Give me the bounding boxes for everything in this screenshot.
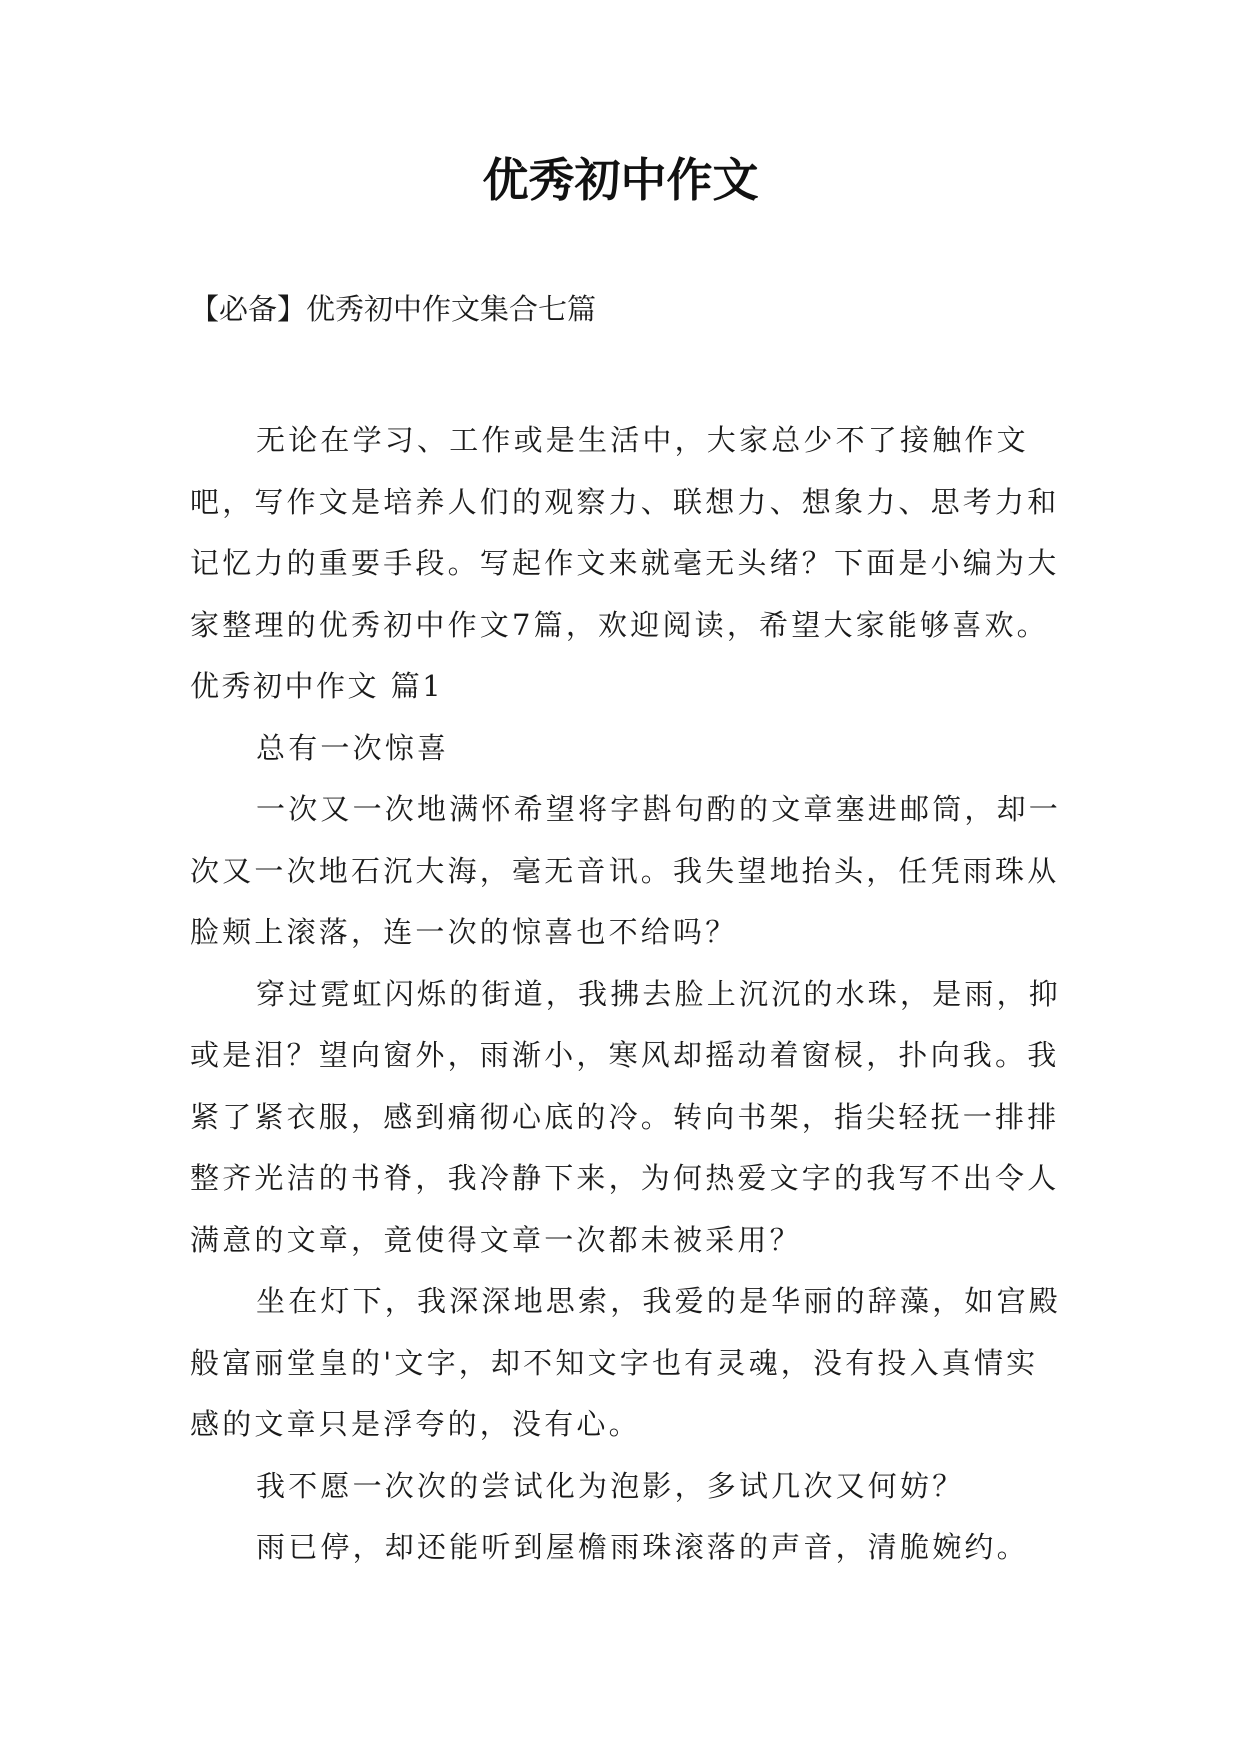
body-paragraph: 我不愿一次次的尝试化为泡影，多试几次又何妨？ [256, 1468, 965, 1503]
document-title: 优秀初中作文 [482, 153, 759, 207]
intro-paragraph: 无论在学习、工作或是生活中，大家总少不了接触作文吧，写作文是培养人们的观察力、联想力、想象力、思考力和记忆力的重要手段。写起作文来就毫无头绪？下面是小编为大家整理的优秀初中作文7篇，欢迎阅读，希望大家能够喜欢。 [190, 423, 1060, 642]
body-paragraph: 穿过霓虹闪烁的街道，我拂去脸上沉沉的水珠，是雨，抑或是泪？望向窗外，雨渐小，寒风却摇动着窗棂，扑向我。我紧了紧衣服，感到痛彻心底的冷。转向书架，指尖轻抚一排排整齐光洁的书脊，我冷静下来，为何热爱文字的我写不出令人满意的文章，竟使得文章一次都未被采用？ [190, 976, 1062, 1257]
body-paragraph: 雨已停，却还能听到屋檐雨珠滚落的声音，清脆婉约。 [256, 1530, 1029, 1564]
body-paragraph: 坐在灯下，我深深地思索，我爱的是华丽的辞藻，如宫殿般富丽堂皇的'文字，却不知文字也有灵魂，没有投入真情实感的文章只是浮夸的，没有心。 [190, 1284, 1062, 1441]
section-heading: 优秀初中作文 篇1 [190, 669, 444, 703]
body-paragraph: 一次又一次地满怀希望将字斟句酌的文章塞进邮筒，却一次又一次地石沉大海，毫无音讯。我失望地抬头，任凭雨珠从脸颊上滚落，连一次的惊喜也不给吗？ [190, 792, 1062, 949]
document-subtitle: 【必备】优秀初中作文集合七篇 [190, 292, 597, 326]
essay-title: 总有一次惊喜 [256, 730, 450, 765]
document-body [190, 410, 1070, 1579]
